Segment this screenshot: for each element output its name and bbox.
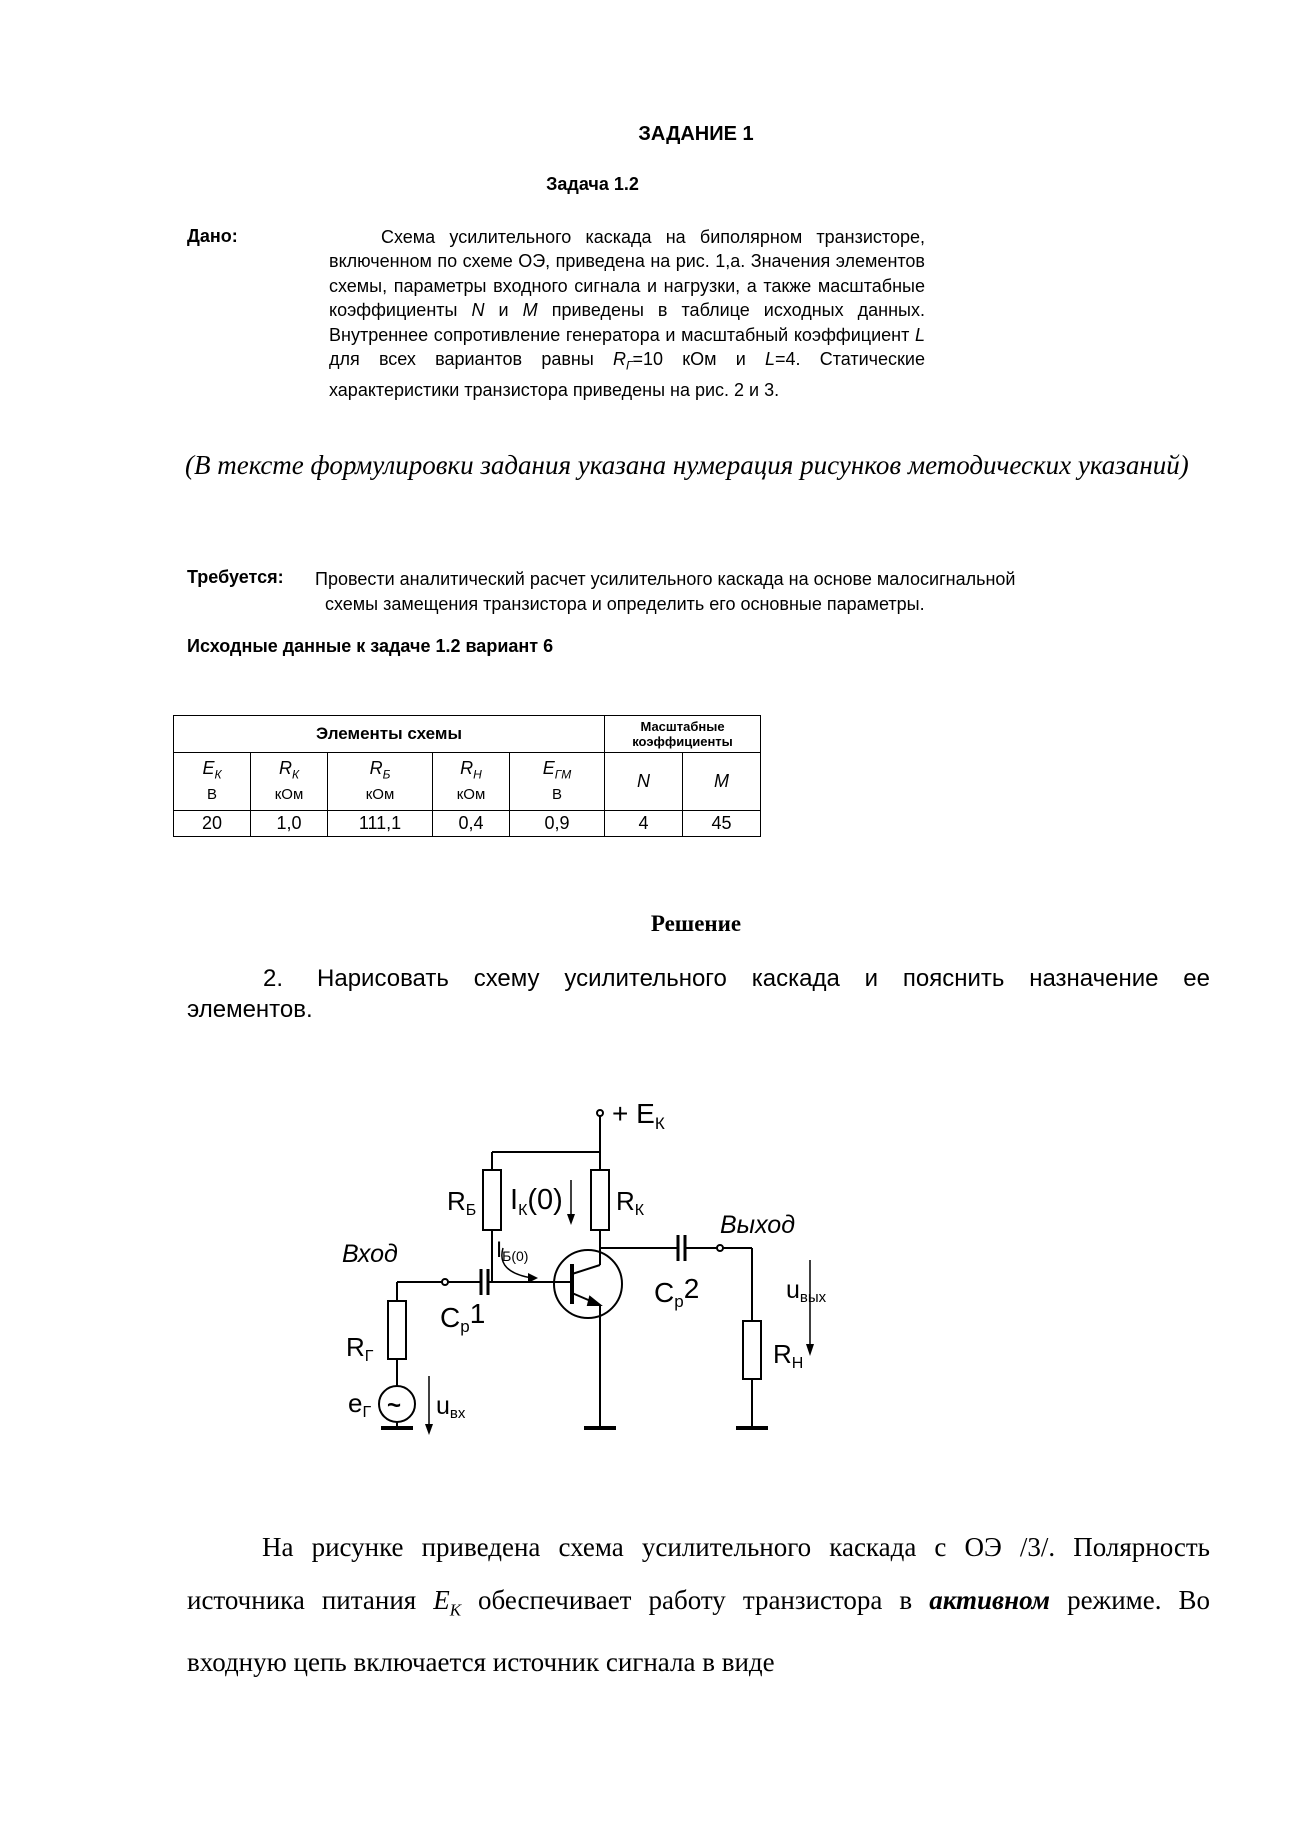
col-rk: $R_К$ кОм: [251, 753, 328, 811]
value-egm: 0,9: [510, 811, 605, 837]
params-table: [173, 715, 761, 837]
assignment-title: ЗАДАНИЕ 1: [638, 123, 754, 145]
value-m: 45: [683, 811, 761, 837]
given-label: Дано:: [187, 226, 238, 246]
value-rb: 111,1: [328, 811, 433, 837]
col-egm: $E_{ГМ}$ В: [510, 753, 605, 811]
label-output: Выход: [720, 1211, 796, 1239]
emitter-arrow-icon: [588, 1297, 600, 1305]
resistor-rk: [591, 1170, 609, 1230]
label-rg: RГ: [346, 1332, 374, 1365]
label-input: Вход: [342, 1240, 398, 1268]
ik-arrowhead-icon: [567, 1214, 575, 1225]
uin-arrowhead-icon: [425, 1424, 433, 1435]
resistor-rb: [483, 1170, 501, 1230]
italic-note: (В тексте формулировки задания указана нумерация рисунков методических указаний): [185, 450, 1189, 480]
value-n: 4: [605, 811, 683, 837]
tilde-icon: ~: [387, 1392, 402, 1419]
col-m: M: [683, 753, 761, 811]
label-supply: + $E_К$: [612, 1098, 665, 1133]
label-rk: RК: [616, 1186, 645, 1219]
uout-arrowhead-icon: [806, 1344, 814, 1356]
label-uin: uвх: [436, 1392, 466, 1422]
value-rn: 0,4: [433, 811, 510, 837]
solution-title: Решение: [650, 911, 742, 936]
value-ek: 20: [174, 811, 251, 837]
label-rb: RБ: [447, 1186, 477, 1219]
col-n: N: [605, 753, 683, 811]
value-rk: 1,0: [251, 811, 328, 837]
body-text: На рисунке приведена схема усилительного каскада с ОЭ /3/. Полярность источника питания $E_К$ обеспечивает работу транзистора в активном режиме. Во входную цепь включается источник сигнала в виде: [187, 1532, 1211, 1678]
amplifier-circuit-diagram: [320, 1080, 960, 1520]
col-rn: $R_Н$ кОм: [433, 753, 510, 811]
resistor-rg: [388, 1301, 406, 1359]
label-cp1: Cр1: [440, 1298, 486, 1336]
group-scale: Масштабные коэффициенты: [605, 716, 761, 753]
task-title: Задача 1.2: [546, 174, 639, 194]
transistor-body: [554, 1250, 622, 1318]
label-ib: IБ(0): [496, 1237, 529, 1264]
data-title: Исходные данные к задаче 1.2 вариант 6: [187, 636, 554, 656]
group-elements: Элементы схемы: [174, 716, 605, 753]
supply-terminal: [597, 1110, 603, 1116]
label-cp2: Cр2: [654, 1273, 700, 1311]
output-terminal: [717, 1245, 723, 1251]
resistor-rn: [743, 1321, 761, 1379]
label-uout: uвых: [786, 1276, 827, 1306]
given-text: Схема усилительного каскада на биполярном транзисторе, включенном по схеме ОЭ, приведена на рис. 1,а. Значения элементов схемы, параметры входного сигнала и нагрузки, а также масштабные коэффициенты N и M приведены в таблице исходных данных. Внутреннее сопротивление генератора и масштабный коэффициент L для всех вариантов равны $R_Г=10$ кОм и L=4. Статические характеристики транзистора приведены на рис. 2 и 3.: [329, 227, 925, 401]
label-rn: RН: [773, 1339, 804, 1372]
required-label: Требуется:: [187, 567, 284, 587]
col-rb: $R_Б$ кОм: [328, 753, 433, 811]
transistor-collector: [572, 1265, 600, 1274]
input-terminal: [442, 1279, 448, 1285]
step-text: 2. Нарисовать схему усилительного каскада и пояснить назначение ее элементов.: [187, 965, 1210, 1023]
label-eg: eГ: [348, 1388, 372, 1421]
col-ek: $E_К$ В: [174, 753, 251, 811]
label-ik: $I_К(0)$: [510, 1184, 563, 1219]
required-text: Провести аналитический расчет усилительного каскада на основе малосигнальной схемы замещения транзистора и определить его основные параметры.: [315, 569, 1016, 614]
